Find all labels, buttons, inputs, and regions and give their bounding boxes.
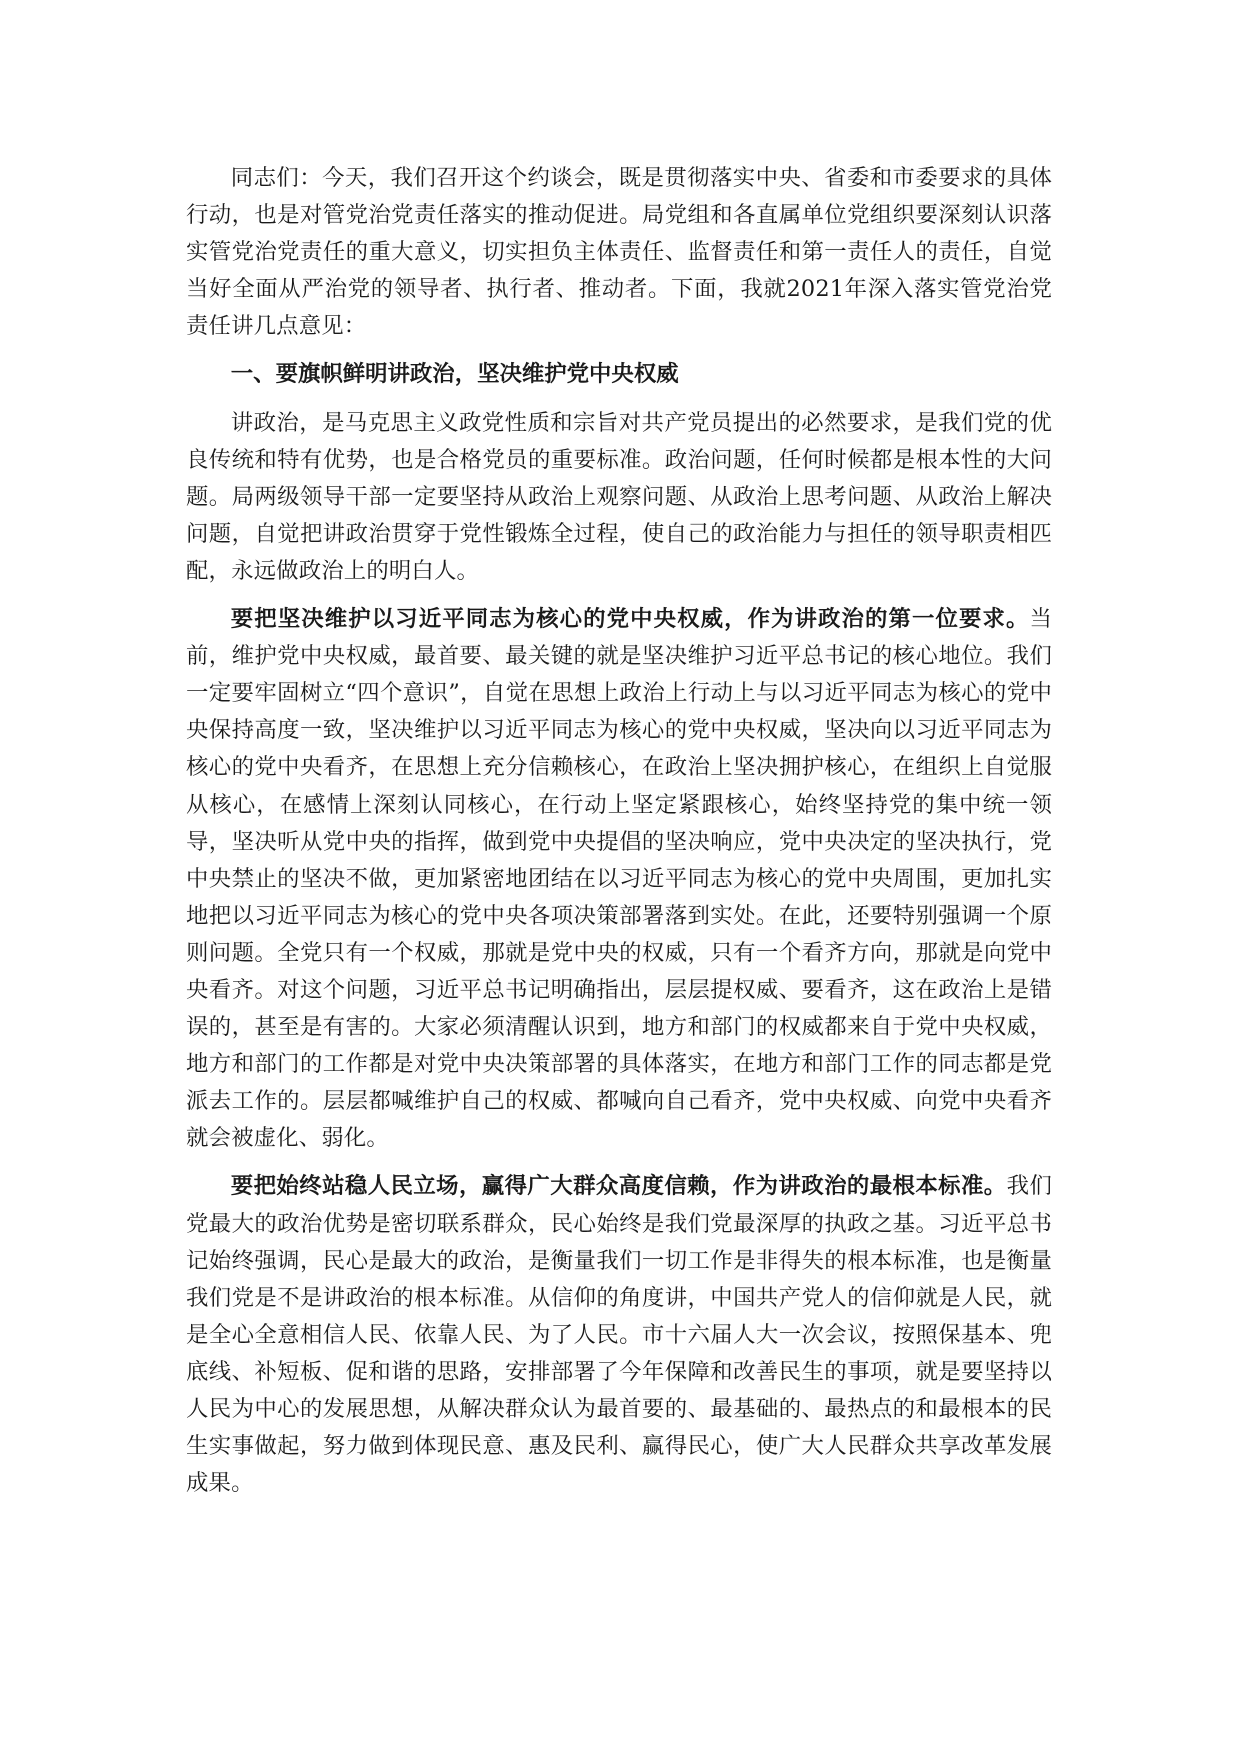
paragraph-body-text: 我们党最大的政治优势是密切联系群众，民心始终是我们党最深厚的执政之基。习近平总书记始终强调，民心是最大的政治，是衡量我们一切工作是非得失的根本标准，也是衡量我们党是不是讲政治的根本标准。从信仰的角度讲，中国共产党人的信仰就是人民，就是全心全意相信人民、依靠人民、为了人民。市十六届人大一次会议，按照保基本、兜底线、补短板、促和谐的思路，安排部署了今年保障和改善民生的事项，就是要坚持以人民为中心的发展思想，从解决群众认为最首要的、最基础的、最热点的和最根本的民生实事做起，努力做到体现民意、惠及民利、赢得民心，使广大人民群众共享改革发展成果。 xyxy=(186,1173,1052,1497)
paragraph-lead-sentence: 要把始终站稳人民立场，赢得广大群众高度信赖，作为讲政治的最根本标准。 xyxy=(230,1173,1007,1200)
body-paragraph-1: 讲政治，是马克思主义政党性质和宗旨对共产党员提出的必然要求，是我们党的优良传统和特有优势，也是合格党员的重要标准。政治问题，任何时候都是根本性的大问题。局两级领导干部一定要坚持从政治上观察问题、从政治上思考问题、从政治上解决问题，自觉把讲政治贯穿于党性锻炼全过程，使自己的政治能力与担任的领导职责相匹配，永远做政治上的明白人。 xyxy=(186,409,1052,584)
section-heading: 一、要旗帜鲜明讲政治，坚决维护党中央权威 xyxy=(230,361,679,388)
paragraph-lead-sentence: 要把坚决维护以习近平同志为核心的党中央权威，作为讲政治的第一位要求。 xyxy=(230,606,1030,633)
body-paragraph-3 xyxy=(186,1168,1052,1502)
body-paragraph-2 xyxy=(186,601,1052,1157)
paragraph-body-text: 当前，维护党中央权威，最首要、最关键的就是坚决维护习近平总书记的核心地位。我们一定要牢固树立“四个意识”，自觉在思想上政治上行动上与以习近平同志为核心的党中央保持高度一致，坚决维护以习近平同志为核心的党中央权威，坚决向以习近平同志为核心的党中央看齐，在思想上充分信赖核心，在政治上坚决拥护核心，在组织上自觉服从核心，在感情上深刻认同核心，在行动上坚定紧跟核心，始终坚持党的集中统一领导，坚决听从党中央的指挥，做到党中央提倡的坚决响应，党中央决定的坚决执行，党中央禁止的坚决不做，更加紧密地团结在以习近平同志为核心的党中央周围，更加扎实地把以习近平同志为核心的党中央各项决策部署落到实处。在此，还要特别强调一个原则问题。全党只有一个权威，那就是党中央的权威，只有一个看齐方向，那就是向党中央看齐。对这个问题，习近平总书记明确指出，层层提权威、要看齐，这在政治上是错误的，甚至是有害的。大家必须清醒认识到，地方和部门的权威都来自于党中央权威，地方和部门的工作都是对党中央决策部署的具体落实，在地方和部门工作的同志都是党派去工作的。层层都喊维护自己的权威、都喊向自己看齐，党中央权威、向党中央看齐就会被虚化、弱化。 xyxy=(186,606,1052,1152)
intro-paragraph: 同志们：今天，我们召开这个约谈会，既是贯彻落实中央、省委和市委要求的具体行动，也是对管党治党责任落实的推动促进。局党组和各直属单位党组织要深刻认识落实管党治党责任的重大意义，切实担负主体责任、监督责任和第一责任人的责任，自觉当好全面从严治党的领导者、执行者、推动者。下面，我就2021年深入落实管党治党责任讲几点意见： xyxy=(186,165,1052,340)
document-page xyxy=(186,160,1052,1513)
